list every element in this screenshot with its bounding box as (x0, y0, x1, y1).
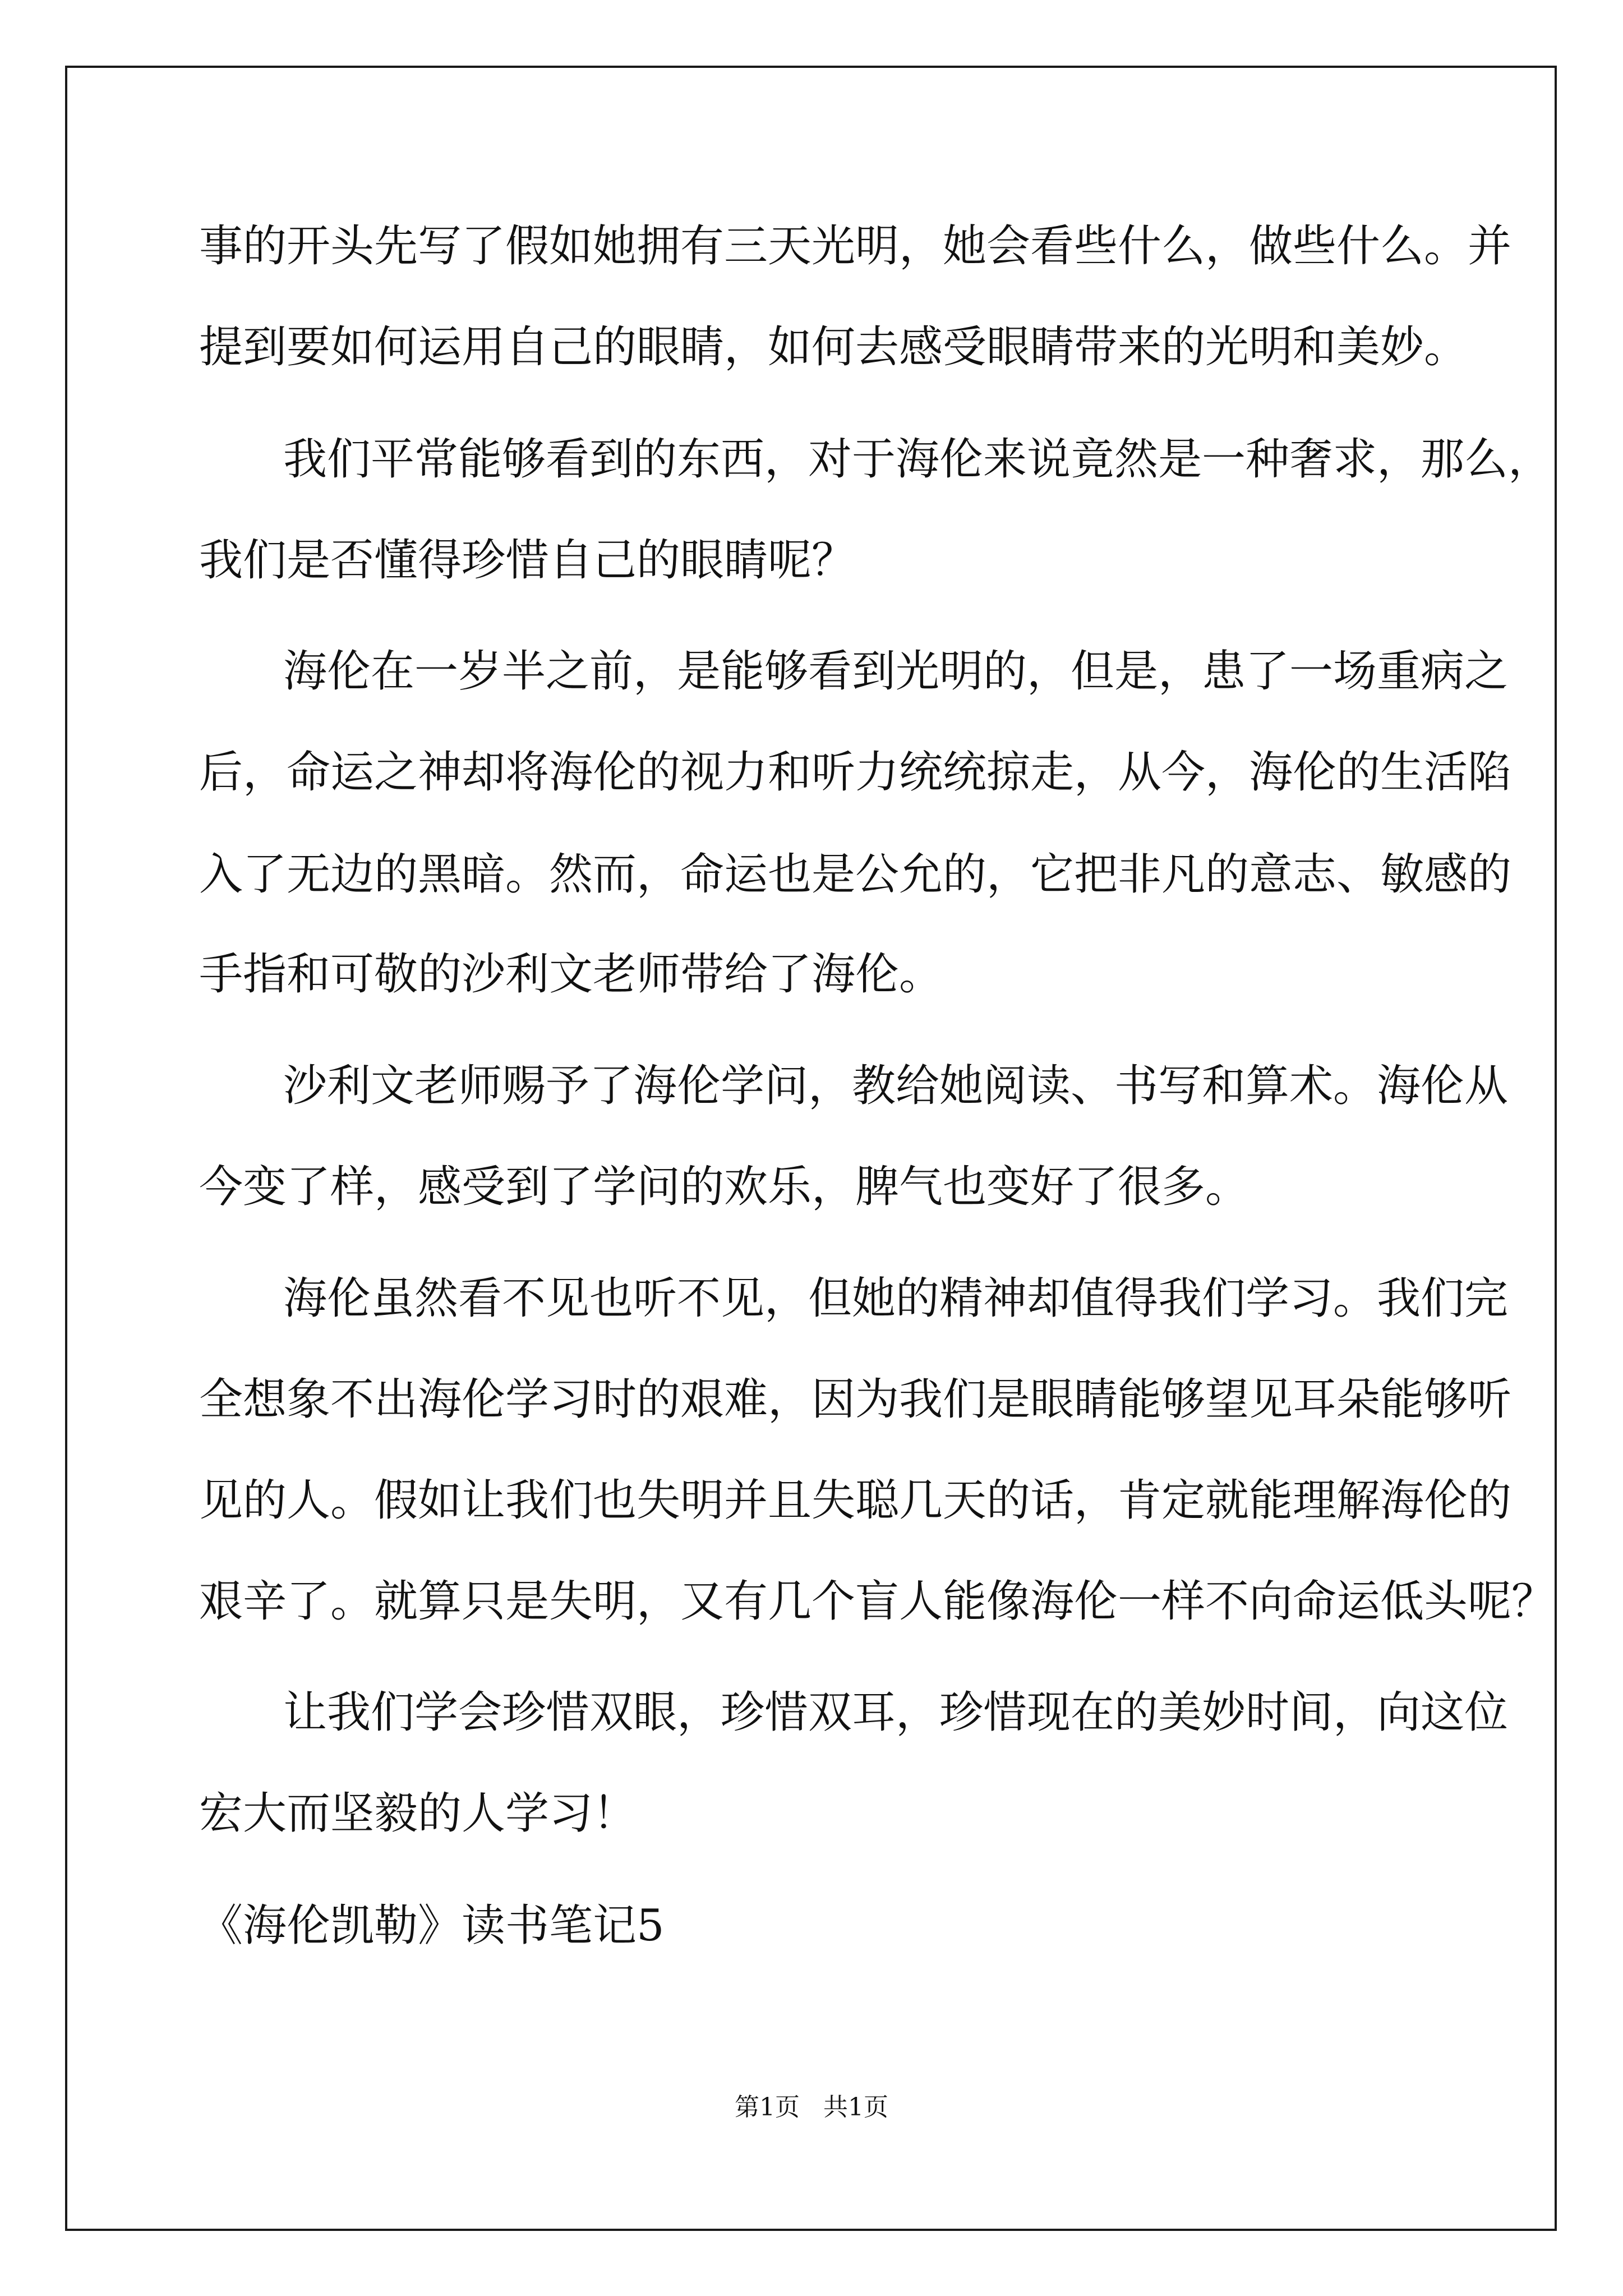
text-line: 事的开头先写了假如她拥有三天光明，她会看些什么，做些什么。并 (199, 221, 1512, 272)
text-line: 提到要如何运用自己的眼睛，如何去感受眼睛带来的光明和美妙。 (199, 322, 1468, 372)
text-line: 海伦在一岁半之前，是能够看到光明的，但是，患了一场重病之 (283, 646, 1509, 697)
text-line: 见的人。假如让我们也失明并且失聪几天的话，肯定就能理解海伦的 (199, 1475, 1512, 1526)
text-line: 我们平常能够看到的东西，对于海伦来说竟然是一种奢求，那么， (283, 434, 1552, 485)
text-line: 后，命运之神却将海伦的视力和听力统统掠走，从今，海伦的生活陷 (199, 747, 1512, 798)
text-line: 手指和可敬的沙利文老师带给了海伦。 (199, 949, 943, 1000)
text-line: 今变了样，感受到了学问的欢乐，脾气也变好了很多。 (199, 1162, 1249, 1212)
page-footer: 第1页 共1页 (735, 2093, 888, 2122)
section-heading: 《海伦凯勒》读书笔记5 (199, 1901, 665, 1951)
text-line: 我们是否懂得珍惜自己的眼睛呢？ (199, 535, 856, 586)
text-line: 艰辛了。就算只是失明，又有几个盲人能像海伦一样不向命运低头呢？ (199, 1576, 1556, 1627)
text-line: 入了无边的黑暗。然而，命运也是公允的，它把非凡的意志、敏感的 (199, 849, 1512, 900)
text-line: 海伦虽然看不见也听不见，但她的精神却值得我们学习。我们完 (283, 1273, 1509, 1324)
text-line: 宏大而坚毅的人学习！ (199, 1788, 637, 1839)
text-line: 让我们学会珍惜双眼，珍惜双耳，珍惜现在的美妙时间，向这位 (283, 1687, 1509, 1738)
text-line: 沙利文老师赐予了海伦学问，教给她阅读、书写和算术。海伦从 (283, 1061, 1509, 1111)
text-line: 全想象不出海伦学习时的艰难，因为我们是眼睛能够望见耳朵能够听 (199, 1374, 1512, 1425)
